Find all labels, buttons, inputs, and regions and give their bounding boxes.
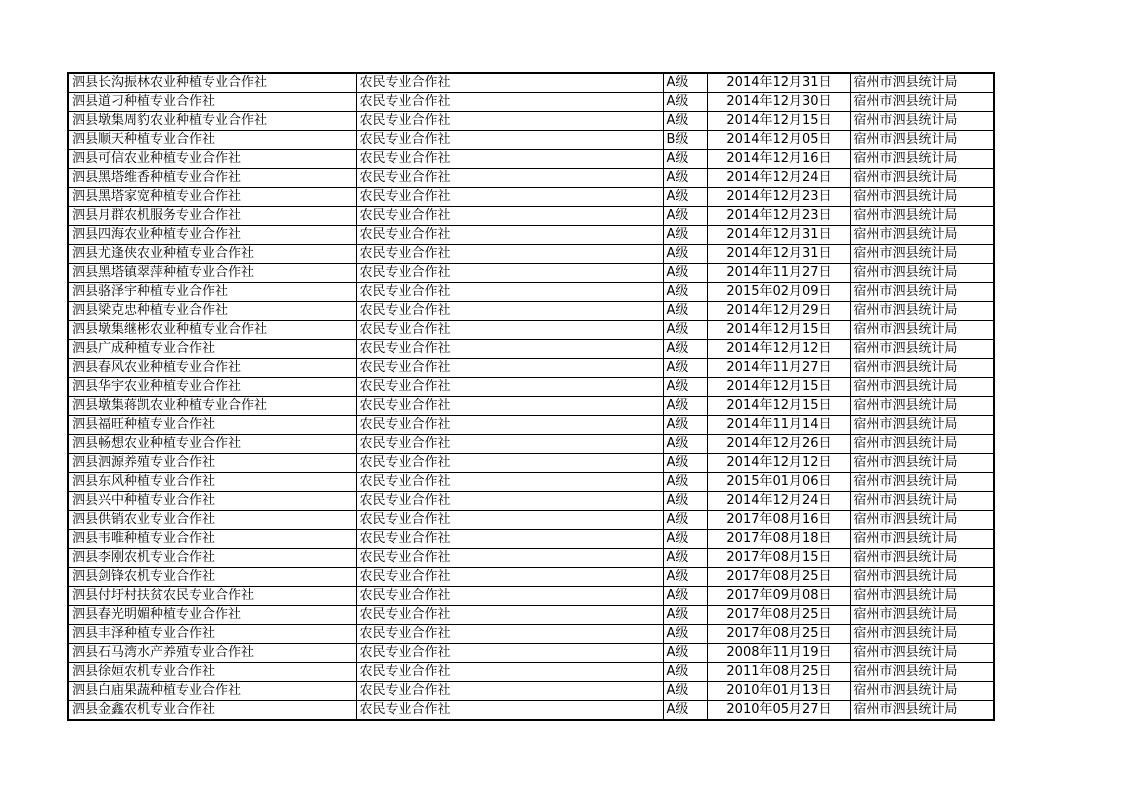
- cooperative-name-cell: 泗县广成种植专业合作社: [68, 340, 356, 359]
- cooperative-type-cell: 农民专业合作社: [356, 340, 663, 359]
- grade-cell: A级: [663, 302, 707, 321]
- cooperative-type-cell: 农民专业合作社: [356, 473, 663, 492]
- organization-cell: 宿州市泗县统计局: [850, 568, 994, 587]
- cooperative-name-cell: 泗县道刁种植专业合作社: [68, 93, 356, 112]
- date-cell: 2017年08月16日: [707, 511, 850, 530]
- table-row: [68, 397, 994, 416]
- organization-cell: 宿州市泗县统计局: [850, 150, 994, 169]
- cooperative-name-cell: 泗县石马湾水产养殖专业合作社: [68, 644, 356, 663]
- date-cell: 2014年11月27日: [707, 264, 850, 283]
- organization-cell: 宿州市泗县统计局: [850, 492, 994, 511]
- cooperative-type-cell: 农民专业合作社: [356, 112, 663, 131]
- cooperative-type-cell: 农民专业合作社: [356, 568, 663, 587]
- cooperative-type-cell: 农民专业合作社: [356, 682, 663, 701]
- grade-cell: A级: [663, 207, 707, 226]
- grade-cell: A级: [663, 435, 707, 454]
- organization-cell: 宿州市泗县统计局: [850, 663, 994, 682]
- table-row: [68, 511, 994, 530]
- date-cell: 2014年12月15日: [707, 378, 850, 397]
- organization-cell: 宿州市泗县统计局: [850, 530, 994, 549]
- table-row: [68, 644, 994, 663]
- grade-cell: A级: [663, 454, 707, 473]
- date-cell: 2015年01月06日: [707, 473, 850, 492]
- table-row: [68, 378, 994, 397]
- date-cell: 2017年08月25日: [707, 625, 850, 644]
- table-row: [68, 340, 994, 359]
- cooperative-type-cell: 农民专业合作社: [356, 454, 663, 473]
- organization-cell: 宿州市泗县统计局: [850, 188, 994, 207]
- cooperative-name-cell: 泗县墩集继彬农业种植专业合作社: [68, 321, 356, 340]
- cooperative-name-cell: 泗县顺天种植专业合作社: [68, 131, 356, 150]
- table-row: [68, 663, 994, 682]
- cooperative-type-cell: 农民专业合作社: [356, 397, 663, 416]
- cooperative-name-cell: 泗县白庙果蔬种植专业合作社: [68, 682, 356, 701]
- organization-cell: 宿州市泗县统计局: [850, 169, 994, 188]
- cooperative-name-cell: 泗县黑塔家宽种植专业合作社: [68, 188, 356, 207]
- table-row: [68, 150, 994, 169]
- organization-cell: 宿州市泗县统计局: [850, 245, 994, 264]
- table-row: [68, 416, 994, 435]
- grade-cell: A级: [663, 378, 707, 397]
- grade-cell: A级: [663, 587, 707, 606]
- organization-cell: 宿州市泗县统计局: [850, 644, 994, 663]
- cooperative-name-cell: 泗县兴中种植专业合作社: [68, 492, 356, 511]
- organization-cell: 宿州市泗县统计局: [850, 359, 994, 378]
- date-cell: 2014年12月23日: [707, 207, 850, 226]
- cooperative-type-cell: 农民专业合作社: [356, 283, 663, 302]
- date-cell: 2014年12月24日: [707, 492, 850, 511]
- date-cell: 2014年11月27日: [707, 359, 850, 378]
- cooperative-name-cell: 泗县长沟振林农业种植专业合作社: [68, 73, 356, 93]
- table-row: [68, 226, 994, 245]
- grade-cell: A级: [663, 530, 707, 549]
- cooperative-name-cell: 泗县尤逢侠农业种植专业合作社: [68, 245, 356, 264]
- organization-cell: 宿州市泗县统计局: [850, 340, 994, 359]
- cooperative-type-cell: 农民专业合作社: [356, 587, 663, 606]
- cooperative-type-cell: 农民专业合作社: [356, 435, 663, 454]
- cooperative-type-cell: 农民专业合作社: [356, 150, 663, 169]
- organization-cell: 宿州市泗县统计局: [850, 701, 994, 721]
- table-row: [68, 302, 994, 321]
- cooperative-name-cell: 泗县春风农业种植专业合作社: [68, 359, 356, 378]
- cooperative-type-cell: 农民专业合作社: [356, 511, 663, 530]
- cooperative-name-cell: 泗县金鑫农机专业合作社: [68, 701, 356, 721]
- grade-cell: A级: [663, 625, 707, 644]
- date-cell: 2017年09月08日: [707, 587, 850, 606]
- grade-cell: B级: [663, 131, 707, 150]
- date-cell: 2017年08月25日: [707, 606, 850, 625]
- table-row: [68, 93, 994, 112]
- table-row: [68, 473, 994, 492]
- date-cell: 2014年12月26日: [707, 435, 850, 454]
- cooperative-name-cell: 泗县骆泽宇种植专业合作社: [68, 283, 356, 302]
- table-row: [68, 587, 994, 606]
- cooperative-name-cell: 泗县徐姮农机专业合作社: [68, 663, 356, 682]
- organization-cell: 宿州市泗县统计局: [850, 112, 994, 131]
- date-cell: 2014年12月12日: [707, 340, 850, 359]
- cooperative-name-cell: 泗县春光明媚种植专业合作社: [68, 606, 356, 625]
- table-row: [68, 245, 994, 264]
- organization-cell: 宿州市泗县统计局: [850, 625, 994, 644]
- cooperative-type-cell: 农民专业合作社: [356, 226, 663, 245]
- grade-cell: A级: [663, 568, 707, 587]
- organization-cell: 宿州市泗县统计局: [850, 264, 994, 283]
- table-row: [68, 188, 994, 207]
- date-cell: 2014年12月31日: [707, 73, 850, 93]
- grade-cell: A级: [663, 549, 707, 568]
- grade-cell: A级: [663, 359, 707, 378]
- grade-cell: A级: [663, 682, 707, 701]
- cooperative-name-cell: 泗县可信农业种植专业合作社: [68, 150, 356, 169]
- date-cell: 2014年12月24日: [707, 169, 850, 188]
- cooperative-table: [67, 72, 995, 721]
- grade-cell: A级: [663, 663, 707, 682]
- table-row: [68, 530, 994, 549]
- cooperative-type-cell: 农民专业合作社: [356, 549, 663, 568]
- date-cell: 2014年12月30日: [707, 93, 850, 112]
- date-cell: 2017年08月15日: [707, 549, 850, 568]
- grade-cell: A级: [663, 283, 707, 302]
- organization-cell: 宿州市泗县统计局: [850, 302, 994, 321]
- table-row: [68, 625, 994, 644]
- cooperative-name-cell: 泗县墩集周豹农业种植专业合作社: [68, 112, 356, 131]
- cooperative-name-cell: 泗县剑锋农机专业合作社: [68, 568, 356, 587]
- grade-cell: A级: [663, 112, 707, 131]
- organization-cell: 宿州市泗县统计局: [850, 454, 994, 473]
- table-row: [68, 264, 994, 283]
- grade-cell: A级: [663, 150, 707, 169]
- organization-cell: 宿州市泗县统计局: [850, 378, 994, 397]
- table-row: [68, 169, 994, 188]
- cooperative-type-cell: 农民专业合作社: [356, 644, 663, 663]
- cooperative-name-cell: 泗县福旺种植专业合作社: [68, 416, 356, 435]
- grade-cell: A级: [663, 701, 707, 721]
- date-cell: 2011年08月25日: [707, 663, 850, 682]
- cooperative-name-cell: 泗县付圩村扶贫农民专业合作社: [68, 587, 356, 606]
- cooperative-type-cell: 农民专业合作社: [356, 378, 663, 397]
- date-cell: 2014年12月31日: [707, 226, 850, 245]
- table-row: [68, 359, 994, 378]
- cooperative-name-cell: 泗县东风种植专业合作社: [68, 473, 356, 492]
- date-cell: 2015年02月09日: [707, 283, 850, 302]
- cooperative-name-cell: 泗县畅想农业种植专业合作社: [68, 435, 356, 454]
- date-cell: 2014年12月31日: [707, 245, 850, 264]
- organization-cell: 宿州市泗县统计局: [850, 682, 994, 701]
- cooperative-name-cell: 泗县黑塔镇翠萍种植专业合作社: [68, 264, 356, 283]
- table-row: [68, 606, 994, 625]
- organization-cell: 宿州市泗县统计局: [850, 473, 994, 492]
- table-row: [68, 568, 994, 587]
- grade-cell: A级: [663, 473, 707, 492]
- cooperative-name-cell: 泗县华宇农业种植专业合作社: [68, 378, 356, 397]
- cooperative-type-cell: 农民专业合作社: [356, 321, 663, 340]
- organization-cell: 宿州市泗县统计局: [850, 397, 994, 416]
- cooperative-type-cell: 农民专业合作社: [356, 169, 663, 188]
- grade-cell: A级: [663, 321, 707, 340]
- cooperative-type-cell: 农民专业合作社: [356, 663, 663, 682]
- organization-cell: 宿州市泗县统计局: [850, 549, 994, 568]
- table-body: [68, 73, 994, 720]
- cooperative-name-cell: 泗县韦唯种植专业合作社: [68, 530, 356, 549]
- table-row: [68, 701, 994, 721]
- date-cell: 2017年08月18日: [707, 530, 850, 549]
- date-cell: 2014年12月16日: [707, 150, 850, 169]
- cooperative-name-cell: 泗县供销农业专业合作社: [68, 511, 356, 530]
- table-row: [68, 454, 994, 473]
- cooperative-type-cell: 农民专业合作社: [356, 131, 663, 150]
- organization-cell: 宿州市泗县统计局: [850, 73, 994, 93]
- date-cell: 2010年01月13日: [707, 682, 850, 701]
- grade-cell: A级: [663, 93, 707, 112]
- table-row: [68, 73, 994, 93]
- date-cell: 2008年11月19日: [707, 644, 850, 663]
- cooperative-name-cell: 泗县墩集蒋凯农业种植专业合作社: [68, 397, 356, 416]
- organization-cell: 宿州市泗县统计局: [850, 435, 994, 454]
- organization-cell: 宿州市泗县统计局: [850, 131, 994, 150]
- organization-cell: 宿州市泗县统计局: [850, 606, 994, 625]
- table-row: [68, 131, 994, 150]
- cooperative-type-cell: 农民专业合作社: [356, 416, 663, 435]
- date-cell: 2014年11月14日: [707, 416, 850, 435]
- table-row: [68, 435, 994, 454]
- organization-cell: 宿州市泗县统计局: [850, 587, 994, 606]
- organization-cell: 宿州市泗县统计局: [850, 226, 994, 245]
- organization-cell: 宿州市泗县统计局: [850, 416, 994, 435]
- grade-cell: A级: [663, 397, 707, 416]
- date-cell: 2010年05月27日: [707, 701, 850, 721]
- date-cell: 2014年12月12日: [707, 454, 850, 473]
- table-row: [68, 207, 994, 226]
- cooperative-type-cell: 农民专业合作社: [356, 701, 663, 721]
- cooperative-name-cell: 泗县李刚农机专业合作社: [68, 549, 356, 568]
- date-cell: 2014年12月23日: [707, 188, 850, 207]
- grade-cell: A级: [663, 245, 707, 264]
- organization-cell: 宿州市泗县统计局: [850, 511, 994, 530]
- cooperative-type-cell: 农民专业合作社: [356, 93, 663, 112]
- cooperative-name-cell: 泗县丰泽种植专业合作社: [68, 625, 356, 644]
- table-row: [68, 283, 994, 302]
- cooperative-name-cell: 泗县泗源养殖专业合作社: [68, 454, 356, 473]
- date-cell: 2014年12月15日: [707, 397, 850, 416]
- organization-cell: 宿州市泗县统计局: [850, 93, 994, 112]
- grade-cell: A级: [663, 226, 707, 245]
- grade-cell: A级: [663, 264, 707, 283]
- grade-cell: A级: [663, 644, 707, 663]
- cooperative-type-cell: 农民专业合作社: [356, 492, 663, 511]
- cooperative-type-cell: 农民专业合作社: [356, 530, 663, 549]
- grade-cell: A级: [663, 169, 707, 188]
- cooperative-type-cell: 农民专业合作社: [356, 606, 663, 625]
- cooperative-name-cell: 泗县月群农机服务专业合作社: [68, 207, 356, 226]
- cooperative-type-cell: 农民专业合作社: [356, 207, 663, 226]
- table-row: [68, 549, 994, 568]
- cooperative-type-cell: 农民专业合作社: [356, 264, 663, 283]
- cooperative-type-cell: 农民专业合作社: [356, 302, 663, 321]
- organization-cell: 宿州市泗县统计局: [850, 321, 994, 340]
- grade-cell: A级: [663, 492, 707, 511]
- table-row: [68, 321, 994, 340]
- grade-cell: A级: [663, 188, 707, 207]
- table-row: [68, 112, 994, 131]
- spreadsheet-page: [67, 72, 995, 721]
- table-row: [68, 492, 994, 511]
- grade-cell: A级: [663, 511, 707, 530]
- cooperative-type-cell: 农民专业合作社: [356, 245, 663, 264]
- cooperative-type-cell: 农民专业合作社: [356, 625, 663, 644]
- date-cell: 2014年12月15日: [707, 112, 850, 131]
- cooperative-name-cell: 泗县梁克忠种植专业合作社: [68, 302, 356, 321]
- organization-cell: 宿州市泗县统计局: [850, 283, 994, 302]
- cooperative-name-cell: 泗县黑塔维香种植专业合作社: [68, 169, 356, 188]
- date-cell: 2014年12月15日: [707, 321, 850, 340]
- grade-cell: A级: [663, 73, 707, 93]
- cooperative-name-cell: 泗县四海农业种植专业合作社: [68, 226, 356, 245]
- date-cell: 2014年12月05日: [707, 131, 850, 150]
- date-cell: 2014年12月29日: [707, 302, 850, 321]
- grade-cell: A级: [663, 340, 707, 359]
- cooperative-type-cell: 农民专业合作社: [356, 188, 663, 207]
- grade-cell: A级: [663, 416, 707, 435]
- grade-cell: A级: [663, 606, 707, 625]
- table-row: [68, 682, 994, 701]
- organization-cell: 宿州市泗县统计局: [850, 207, 994, 226]
- cooperative-type-cell: 农民专业合作社: [356, 359, 663, 378]
- cooperative-type-cell: 农民专业合作社: [356, 73, 663, 93]
- date-cell: 2017年08月25日: [707, 568, 850, 587]
